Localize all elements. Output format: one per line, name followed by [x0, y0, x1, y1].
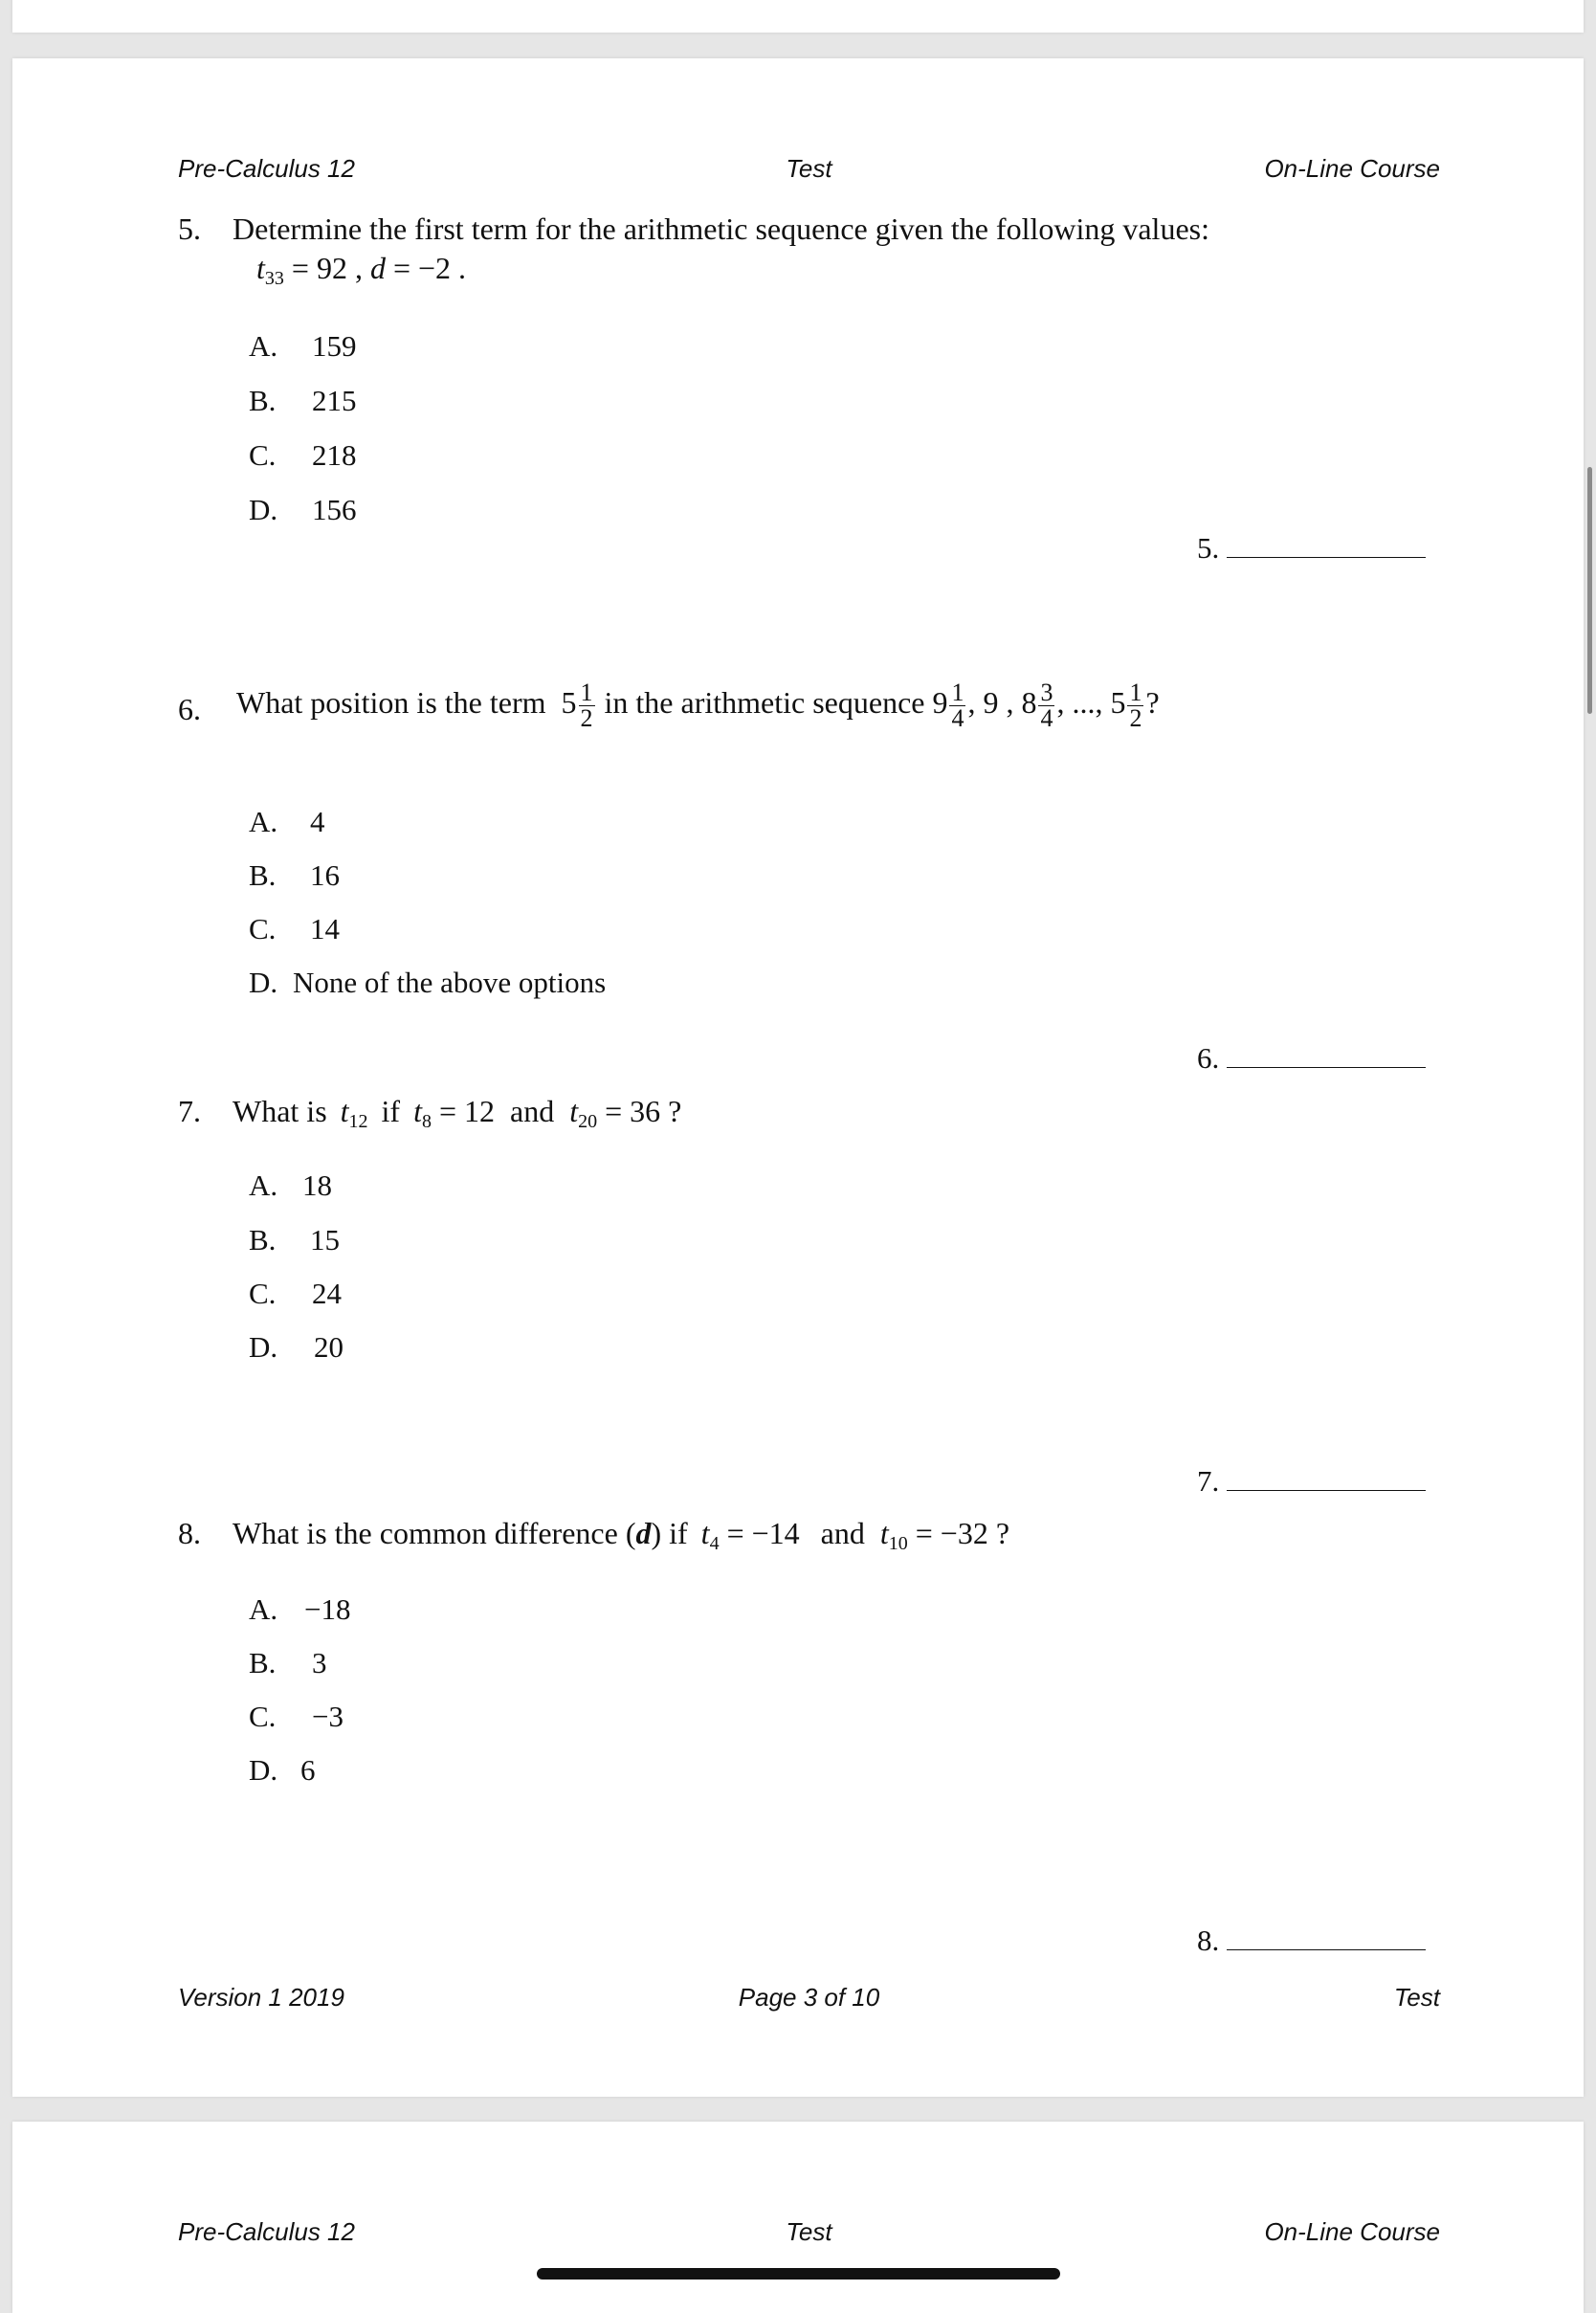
page-footer	[178, 1983, 1440, 2017]
q7-number: 7.	[178, 1094, 201, 1128]
next-header-course: Pre-Calculus 12	[178, 2217, 355, 2246]
q6-option-d: D. None of the above options	[249, 966, 607, 999]
q6-number: 6.	[178, 692, 201, 726]
q6-answer-blank[interactable]: 6.	[1197, 1040, 1426, 1076]
q8-text: What is the common difference (d) if $t_4 = -14$ and $t_{10} = -32$ ?	[233, 1516, 1010, 1554]
q8-option-b: B. 3	[249, 1646, 327, 1679]
scrollbar[interactable]	[1587, 467, 1592, 714]
q5-option-d: D. 156	[249, 493, 357, 526]
header-delivery: On-Line Course	[1264, 154, 1440, 183]
document-page	[12, 58, 1584, 2097]
q5-given-rest: = 92 ,	[283, 251, 363, 285]
q7-option-d: D. 20	[249, 1330, 344, 1364]
home-indicator[interactable]	[537, 2268, 1060, 2280]
q7-option-b: B. 15	[249, 1223, 340, 1257]
q5-option-b: B. 215	[249, 384, 357, 417]
footer-version: Version 1 2019	[178, 1983, 344, 2012]
header-course: Pre-Calculus 12	[178, 154, 355, 183]
q7-option-a: A. 18	[249, 1168, 332, 1202]
q5-given-d-rest: = −2 .	[385, 251, 467, 285]
q6-option-a: A. 4	[249, 805, 325, 838]
footer-page-number: Page 3 of 10	[738, 1983, 880, 2012]
q5-given-sub: 33	[264, 268, 284, 289]
q7-answer-blank[interactable]: 7.	[1197, 1463, 1426, 1499]
next-page	[12, 2122, 1584, 2313]
header-doc-type: Test	[786, 154, 832, 183]
q6-seq-fraction-1: $\frac{1}{4}$	[951, 678, 964, 733]
q6-seq-fraction-last: $\frac{1}{2}$	[1129, 678, 1142, 733]
q8-option-c: C. −3	[249, 1700, 344, 1733]
next-header-delivery: On-Line Course	[1264, 2217, 1440, 2246]
q6-seq-fraction-3: $\frac{3}{4}$	[1040, 678, 1053, 733]
footer-doc-type: Test	[1393, 1983, 1440, 2012]
q5-number: 5.	[178, 211, 201, 246]
q5-option-a: A. 159	[249, 329, 357, 363]
q5-given-t: t	[256, 251, 265, 285]
q6-option-c: C. 14	[249, 912, 340, 945]
q6-term-fraction: $\frac{1}{2}$	[580, 678, 593, 733]
q7-text: What is $t_{12}$ if $t_8 = 12$ and $t_{20} = 36$ ?	[233, 1094, 682, 1132]
q8-option-a: A. −18	[249, 1592, 351, 1626]
q7-option-c: C. 24	[249, 1277, 342, 1310]
q5-answer-blank[interactable]: 5.	[1197, 530, 1426, 566]
q5-text: Determine the first term for the arithmetic sequence given the following values:	[233, 211, 1209, 246]
next-page-header	[178, 2217, 1440, 2252]
q8-answer-blank[interactable]: 8.	[1197, 1923, 1426, 1958]
q6-text: What position is the term 5 $\frac{1}{2}$ in the arithmetic sequence 9 $\frac{1}{4}$ , 9 , 8 $\frac{3}{4}$ , ..., 5 $\frac{1}{2}$ ?	[236, 678, 1160, 733]
page-header	[178, 154, 1440, 189]
next-header-doc-type: Test	[786, 2217, 832, 2246]
q5-option-c: C. 218	[249, 438, 357, 472]
q8-option-d: D. 6	[249, 1753, 316, 1787]
q8-number: 8.	[178, 1516, 201, 1550]
previous-page	[12, 0, 1584, 33]
q5-given	[256, 251, 466, 290]
q6-option-b: B. 16	[249, 858, 340, 892]
q5-given-d: d	[369, 251, 386, 285]
